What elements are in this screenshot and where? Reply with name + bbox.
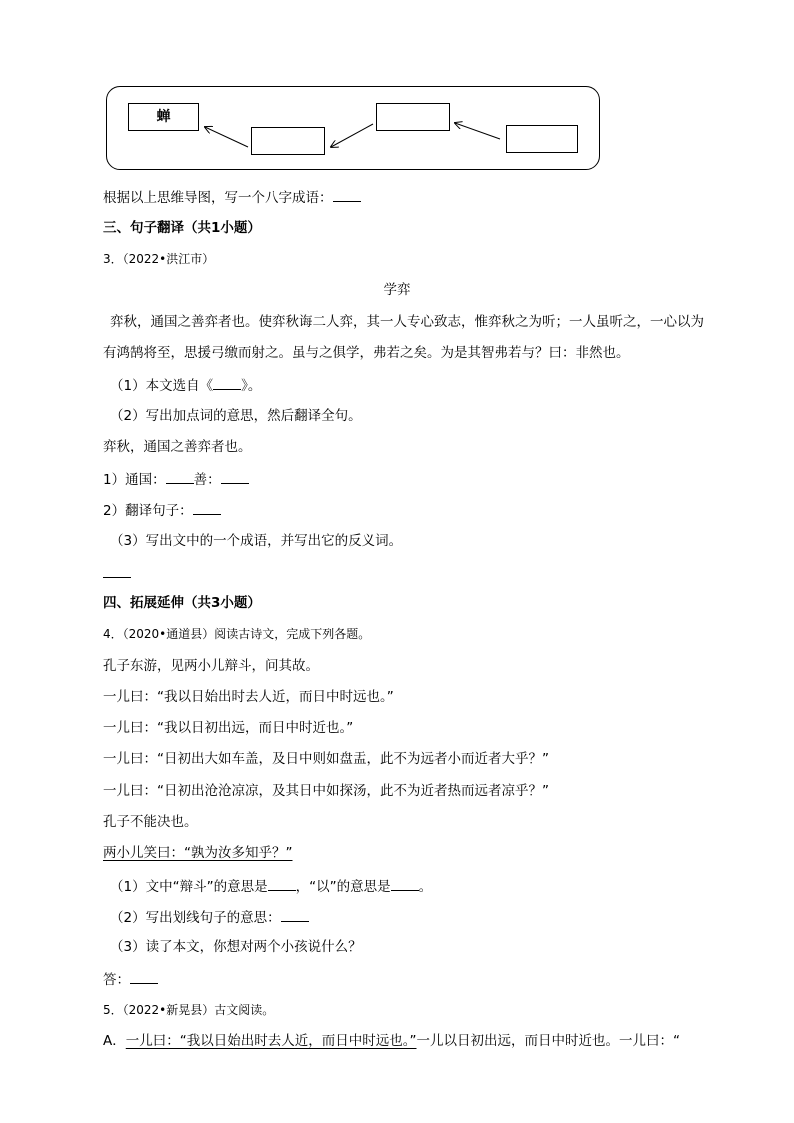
q5-source: 5．（2022•新晃县）古文阅读。 (103, 1003, 275, 1017)
q4-source: 4．（2020•通道县）阅读古诗文，完成下列各题。 (103, 627, 371, 641)
q5-option-a-underlined: 一儿曰：“我以日始出时去人近，而日中时远也。” (125, 1033, 417, 1049)
q4-sub2-text: （2）写出划线句子的意思： (110, 910, 281, 926)
q2-instruction (103, 187, 361, 207)
q5-option-a-prefix: A． (103, 1033, 126, 1049)
q4-sub1-part-b: ，“以”的意思是 (295, 879, 391, 895)
answer-blank[interactable] (103, 563, 131, 578)
arrow-to-cicada (205, 127, 248, 147)
q4-sub1-part-c: 。 (418, 879, 433, 895)
answer-blank[interactable] (391, 876, 419, 891)
answer-blank[interactable] (130, 969, 158, 984)
answer-blank[interactable] (213, 375, 241, 390)
q4-sub2 (110, 907, 309, 927)
q3-item1-label-b: 善： (193, 472, 221, 488)
q4-passage-line-2: 一儿曰：“我以日始出时去人近，而日中时远也。” (103, 689, 394, 705)
q3-sub1-prefix: （1）本文选自《 (110, 378, 214, 394)
answer-blank[interactable] (268, 876, 296, 891)
answer-blank[interactable] (193, 500, 221, 515)
q4-passage-line-4: 一儿曰：“日初出大如车盖，及日中则如盘盂，此不为远者小而近者大乎？” (103, 751, 549, 767)
answer-blank[interactable] (221, 469, 249, 484)
q3-title: 学弈 (383, 282, 411, 298)
q4-sub1-part-a: （1）文中“辩斗”的意思是 (110, 879, 268, 895)
q3-passage-line-2: 有鸿鹄将至，思援弓缴而射之。虽与之俱学，弗若之矣。为是其智弗若与？曰：非然也。 (103, 345, 630, 361)
q3-sub3: （3）写出文中的一个成语，并写出它的反义词。 (110, 533, 403, 549)
q4-sub1 (110, 876, 432, 896)
q4-underlined-sentence: 两小儿笑曰：“孰为汝多知乎？” (103, 845, 293, 861)
answer-blank[interactable] (166, 469, 194, 484)
mind-map-arrows (0, 0, 794, 200)
q3-sub2: （2）写出加点词的意思，然后翻译全句。 (110, 408, 362, 424)
q3-source: 3．（2022•洪江市） (103, 252, 215, 266)
q4-answer-label: 答： (103, 972, 130, 988)
arrow-to-box-3 (455, 123, 500, 139)
q4-passage-line-5: 一儿曰：“日初出沧沧凉凉，及其日中如探汤，此不为近者热而远者凉乎？” (103, 783, 549, 799)
q3-sub1-suffix: 》。 (241, 378, 262, 394)
arrow-to-box-2 (331, 124, 373, 147)
q5-option-a (103, 1032, 680, 1050)
q3-item2 (103, 500, 221, 520)
q3-sub3-answer-line (103, 563, 131, 583)
q3-item1 (103, 469, 249, 489)
q4-passage-line-6: 孔子不能决也。 (103, 814, 198, 830)
q3-item1-label-a: 1）通国： (103, 472, 166, 488)
q3-sub1 (110, 375, 261, 395)
q2-instruction-text: 根据以上思维导图，写一个八字成语： (103, 190, 333, 206)
q3-sentence: 弈秋，通国之善弈者也。 (103, 439, 252, 455)
q5-option-a-rest: 一儿以日初出远，而日中时近也。一儿曰：“ (416, 1033, 680, 1049)
q4-passage-line-1: 孔子东游，见两小儿辩斗，问其故。 (103, 658, 319, 674)
q3-item2-label: 2）翻译句子： (103, 503, 193, 519)
q4-passage-line-3: 一儿曰：“我以日初出远，而日中时近也。” (103, 720, 354, 736)
section-4-heading: 四、拓展延伸（共3小题） (103, 595, 261, 611)
q4-sub3: （3）读了本文，你想对两个小孩说什么？ (110, 939, 362, 955)
answer-blank[interactable] (333, 187, 361, 202)
section-3-heading: 三、句子翻译（共1小题） (103, 220, 261, 236)
mind-map-box-cicada: 蝉 (128, 103, 199, 131)
q4-answer (103, 969, 158, 989)
q3-passage-line-1: 弈秋，通国之善弈者也。使弈秋诲二人弈，其一人专心致志，惟弈秋之为听；一人虽听之，一心以为 (110, 314, 704, 330)
answer-blank[interactable] (281, 907, 309, 922)
